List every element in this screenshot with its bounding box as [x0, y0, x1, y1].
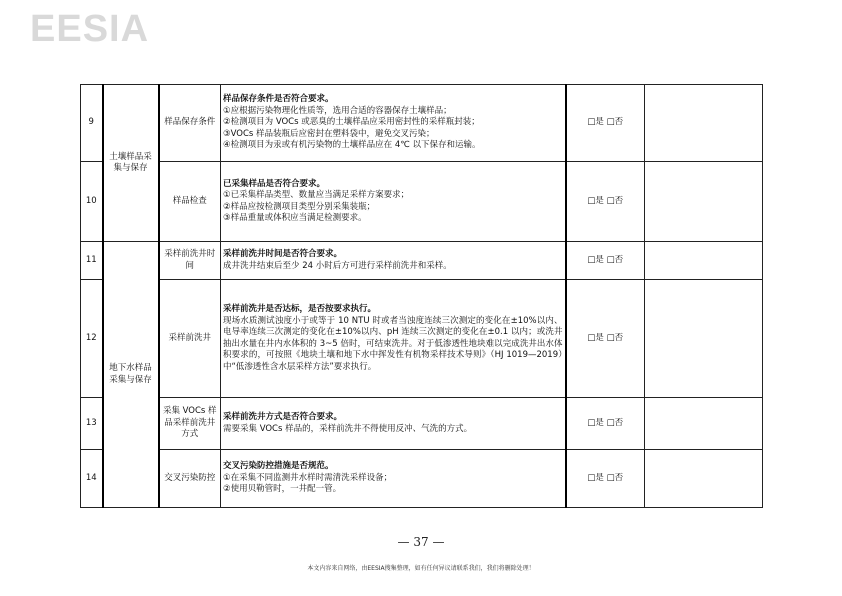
yes-option[interactable]: □是 [587, 417, 604, 428]
row-content-line: ①在采集不同监测井水样时需清洗采样设备； [223, 472, 393, 483]
row-number: 14 [81, 450, 103, 508]
row-content-line: ②使用贝勒管时，一井配一管。 [223, 484, 342, 495]
no-option[interactable]: □否 [606, 472, 624, 483]
table-row [81, 450, 763, 508]
row-content [221, 162, 566, 242]
remark-cell[interactable] [645, 450, 763, 508]
no-option[interactable]: □否 [606, 195, 624, 206]
yes-option[interactable]: □是 [587, 472, 604, 483]
yes-no-checkbox[interactable] [566, 85, 645, 162]
table-row [81, 162, 763, 242]
row-number: 10 [81, 162, 103, 242]
remark-cell[interactable] [645, 280, 763, 398]
row-item: 交叉污染防控 [159, 450, 221, 508]
yes-no-checkbox[interactable] [566, 242, 645, 280]
yes-no-checkbox[interactable] [566, 450, 645, 508]
checklist-table [80, 84, 763, 508]
yes-no-checkbox[interactable] [566, 162, 645, 242]
row-content-line: ①应根据污染物理化性质等，选用合适的容器保存土壤样品； [223, 105, 452, 116]
footer-note: 本文内容来自网络，由EESIA搜集整理，如有任何异议请联系我们，我们将删除处理！ [307, 565, 535, 572]
row-number: 9 [81, 85, 103, 162]
row-content-title: 采样前洗井时间是否符合要求。 [223, 249, 343, 259]
row-category: 土壤样品采集与保存 [103, 85, 159, 242]
row-item: 采样前洗井 [159, 280, 221, 398]
row-content-title: 交叉污染防控措施是否规范。 [223, 461, 334, 472]
table-row [81, 398, 763, 450]
no-option[interactable]: □否 [606, 117, 624, 128]
yes-option[interactable]: □是 [587, 254, 604, 265]
table-row [81, 280, 763, 398]
remark-cell[interactable] [645, 162, 763, 242]
row-content [221, 450, 566, 508]
no-option[interactable]: □否 [606, 332, 624, 343]
no-option[interactable]: □否 [606, 417, 624, 428]
row-content-line: ④检测项目为汞或有机污染物的土壤样品应在 4℃ 以下保存和运输。 [223, 140, 481, 151]
row-number: 13 [81, 398, 103, 450]
remark-cell[interactable] [645, 398, 763, 450]
row-content-title: 样品保存条件是否符合要求。 [223, 94, 334, 105]
yes-option[interactable]: □是 [587, 195, 604, 206]
row-content [221, 398, 566, 450]
table-row [81, 85, 763, 162]
row-content-line: ②样品应按检测项目类型分别采集装瓶； [223, 201, 376, 212]
row-content-title: 已采集样品是否符合要求。 [223, 178, 326, 189]
yes-no-checkbox[interactable] [566, 398, 645, 450]
page-number: — 37 — [397, 535, 445, 549]
row-number: 12 [81, 280, 103, 398]
row-content [221, 85, 566, 162]
row-content [221, 280, 566, 398]
eesia-logo: EESIA [30, 8, 150, 50]
row-content-paragraph: 现场水质测试浊度小于或等于 10 NTU 时或者当浊度连续三次测定的变化在±10%以内、电导率连续三次测定的变化在±10%以内、pH 连续三次测定的变化在±0.1 以内；或洗井抽出水量在井内水体积的 3~5 倍时，可结束洗井。对于低渗透性地块难以完成洗井出水体积要求的，可按照《地块土壤和地下水中挥发性有机物采样技术导则》（HJ 1019—2019）中“低渗透性含水层采样方法”要求执行。 [223, 315, 563, 372]
row-item: 样品保存条件 [159, 85, 221, 162]
yes-option[interactable]: □是 [587, 332, 604, 343]
row-content-line: ②检测项目为 VOCs 或恶臭的土壤样品应采用密封性的采样瓶封装； [223, 117, 480, 128]
row-item: 样品检查 [159, 162, 221, 242]
row-number: 11 [81, 242, 103, 280]
row-item: 采集 VOCs 样品采样前洗井方式 [159, 398, 221, 450]
row-content-line: ③样品重量或体积应当满足检测要求。 [223, 213, 367, 223]
row-content-title: 采样前洗井是否达标，是否按要求执行。 [223, 304, 377, 314]
remark-cell[interactable] [645, 242, 763, 280]
yes-option[interactable]: □是 [587, 117, 604, 128]
row-content-line: ①已采集样品类型、数量应当满足采样方案要求； [223, 190, 410, 200]
row-content-line: 成井洗井结束后至少 24 小时后方可进行采样前洗井和采样。 [223, 260, 452, 271]
row-content [221, 242, 566, 280]
row-category: 地下水样品采集与保存 [103, 242, 159, 508]
row-content-line: 需要采集 VOCs 样品的，采样前洗井不得使用反冲、气洗的方式。 [223, 423, 473, 434]
row-item: 采样前洗井时间 [159, 242, 221, 280]
yes-no-checkbox[interactable] [566, 280, 645, 398]
no-option[interactable]: □否 [606, 254, 624, 265]
row-content-title: 采样前洗井方式是否符合要求。 [223, 412, 343, 422]
row-content-line: ③VOCs 样品装瓶后应密封在塑料袋中，避免交叉污染； [223, 128, 435, 139]
remark-cell[interactable] [645, 85, 763, 162]
table-row [81, 242, 763, 280]
